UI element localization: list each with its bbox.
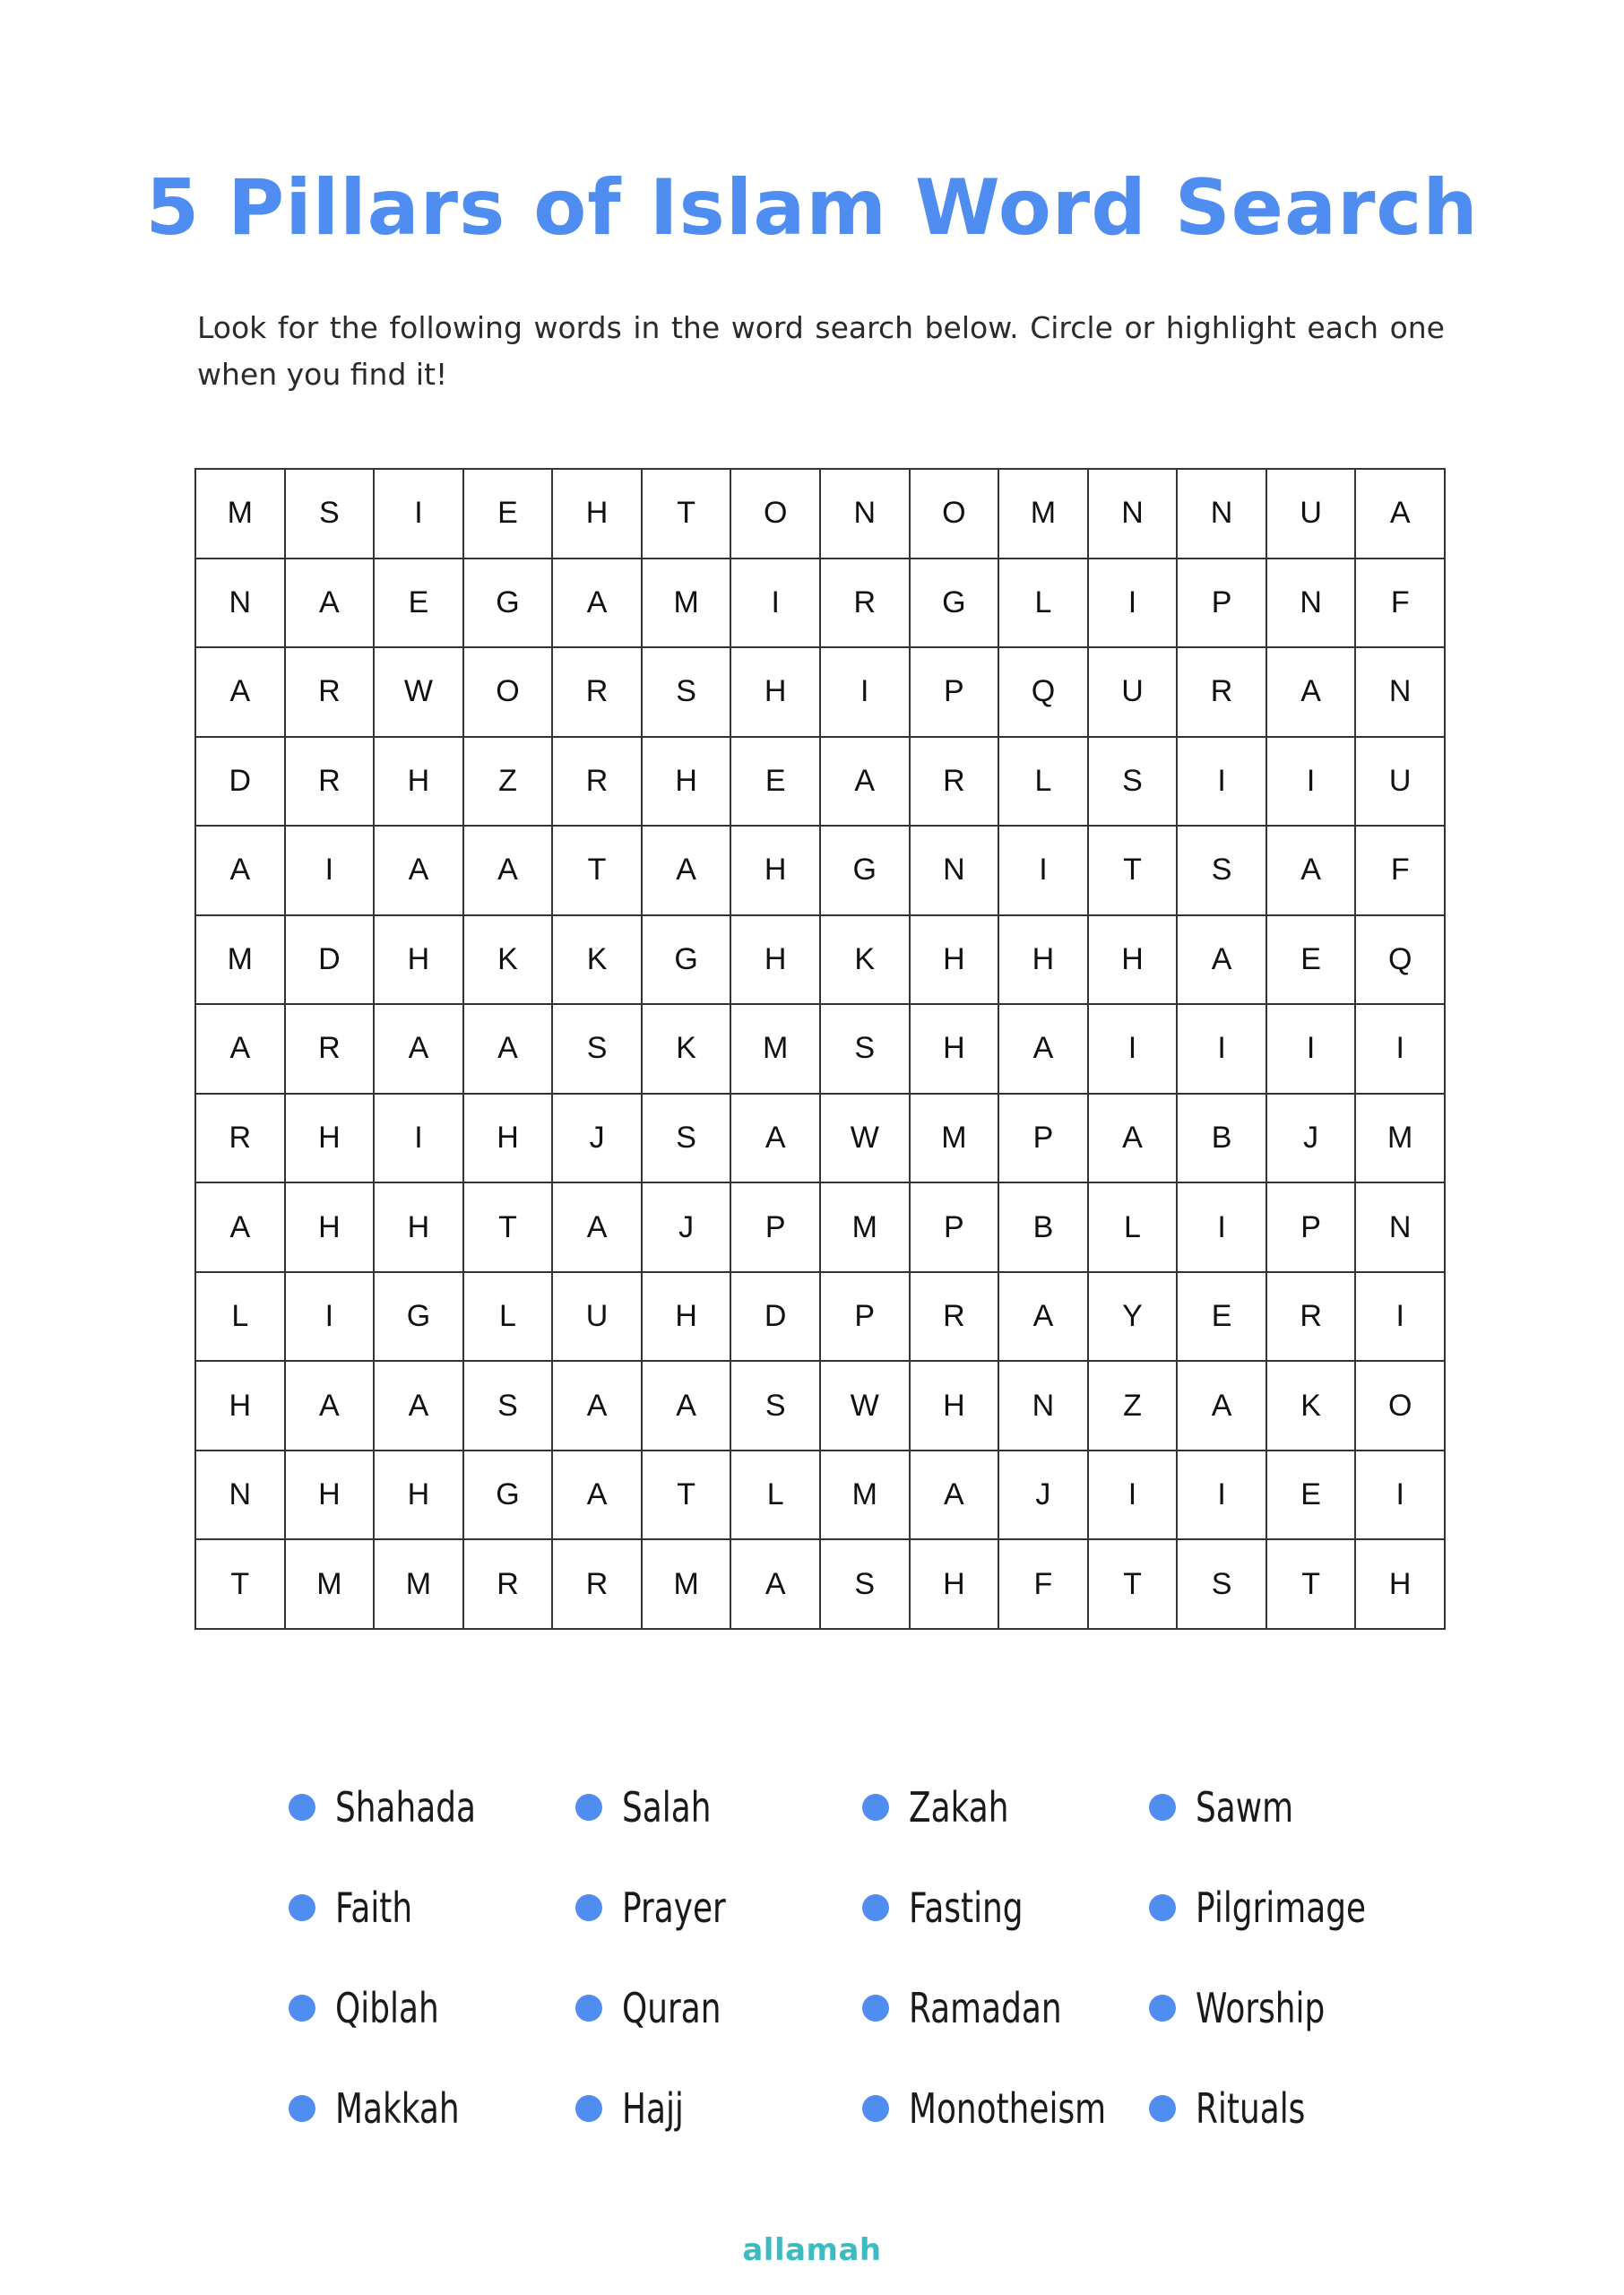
- grid-cell[interactable]: S: [1178, 1540, 1267, 1630]
- grid-cell[interactable]: S: [731, 1362, 821, 1451]
- grid-cell[interactable]: D: [731, 1273, 821, 1363]
- grid-cell[interactable]: G: [375, 1273, 464, 1363]
- grid-cell[interactable]: T: [196, 1540, 286, 1630]
- word-list-item: [862, 1757, 1149, 1858]
- grid-cell[interactable]: Y: [1089, 1273, 1179, 1363]
- grid-cell[interactable]: I: [1178, 1183, 1267, 1273]
- grid-cell[interactable]: G: [821, 827, 911, 916]
- grid-cell[interactable]: P: [821, 1273, 911, 1363]
- grid-cell[interactable]: D: [286, 916, 376, 1006]
- grid-cell[interactable]: I: [821, 648, 911, 738]
- grid-cell[interactable]: A: [375, 827, 464, 916]
- grid-cell[interactable]: F: [999, 1540, 1089, 1630]
- grid-cell[interactable]: A: [1267, 648, 1357, 738]
- grid-cell[interactable]: O: [464, 648, 554, 738]
- grid-cell[interactable]: M: [196, 916, 286, 1006]
- grid-cell[interactable]: N: [1267, 559, 1357, 649]
- grid-cell[interactable]: H: [731, 916, 821, 1006]
- grid-cell[interactable]: A: [286, 559, 376, 649]
- grid-cell[interactable]: N: [1356, 648, 1446, 738]
- grid-cell[interactable]: Q: [999, 648, 1089, 738]
- bullet-dot-icon: [1149, 1894, 1176, 1921]
- grid-cell[interactable]: A: [464, 1005, 554, 1095]
- grid-cell[interactable]: M: [286, 1540, 376, 1630]
- grid-cell[interactable]: B: [999, 1183, 1089, 1273]
- grid-cell[interactable]: A: [911, 1451, 1000, 1541]
- grid-cell[interactable]: T: [643, 470, 732, 559]
- word-list-item: [862, 1958, 1149, 2058]
- grid-cell[interactable]: A: [196, 827, 286, 916]
- bullet-dot-icon: [862, 1794, 889, 1821]
- grid-cell[interactable]: H: [196, 1362, 286, 1451]
- grid-cell[interactable]: A: [1178, 916, 1267, 1006]
- grid-cell[interactable]: M: [196, 470, 286, 559]
- word-list-item: [575, 1858, 862, 1958]
- grid-cell[interactable]: H: [375, 1183, 464, 1273]
- grid-cell[interactable]: A: [464, 827, 554, 916]
- grid-cell[interactable]: J: [1267, 1095, 1357, 1184]
- grid-cell[interactable]: S: [821, 1005, 911, 1095]
- grid-cell[interactable]: J: [553, 1095, 643, 1184]
- grid-cell[interactable]: H: [643, 1273, 732, 1363]
- grid-cell[interactable]: L: [999, 738, 1089, 827]
- word-search-grid: [194, 468, 1446, 1630]
- word-list-item: [1149, 1858, 1436, 1958]
- grid-cell[interactable]: F: [1356, 827, 1446, 916]
- grid-cell[interactable]: R: [196, 1095, 286, 1184]
- bullet-dot-icon: [289, 2095, 315, 2122]
- grid-cell[interactable]: L: [464, 1273, 554, 1363]
- grid-cell[interactable]: U: [1267, 470, 1357, 559]
- grid-cell[interactable]: A: [1089, 1095, 1179, 1184]
- grid-cell[interactable]: K: [1267, 1362, 1357, 1451]
- grid-cell[interactable]: L: [196, 1273, 286, 1363]
- grid-cell[interactable]: M: [821, 1451, 911, 1541]
- grid-cell[interactable]: I: [1178, 738, 1267, 827]
- grid-cell[interactable]: A: [1178, 1362, 1267, 1451]
- grid-cell[interactable]: S: [643, 1095, 732, 1184]
- word-list-item: [289, 1757, 575, 1858]
- grid-cell[interactable]: H: [1356, 1540, 1446, 1630]
- grid-cell[interactable]: E: [1178, 1273, 1267, 1363]
- grid-cell[interactable]: N: [1089, 470, 1179, 559]
- grid-cell[interactable]: H: [553, 470, 643, 559]
- allamah-logo: allamah: [742, 2232, 882, 2268]
- bullet-dot-icon: [575, 1794, 602, 1821]
- grid-cell[interactable]: S: [1089, 738, 1179, 827]
- word-label: Monotheism: [909, 2084, 1107, 2133]
- grid-cell[interactable]: H: [643, 738, 732, 827]
- word-label: Ramadan: [909, 1984, 1062, 2032]
- grid-cell[interactable]: U: [1089, 648, 1179, 738]
- grid-cell[interactable]: A: [553, 1451, 643, 1541]
- grid-cell[interactable]: M: [731, 1005, 821, 1095]
- grid-cell[interactable]: R: [286, 648, 376, 738]
- word-list-item: [575, 1757, 862, 1858]
- word-list-item: [289, 1958, 575, 2058]
- grid-cell[interactable]: H: [1089, 916, 1179, 1006]
- grid-cell[interactable]: H: [375, 738, 464, 827]
- word-label: Shahada: [335, 1783, 476, 1832]
- grid-cell[interactable]: L: [731, 1451, 821, 1541]
- grid-cell[interactable]: S: [643, 648, 732, 738]
- grid-cell[interactable]: H: [286, 1095, 376, 1184]
- page-title: 5 Pillars of Islam Word Search: [145, 163, 1479, 253]
- grid-cell[interactable]: A: [375, 1362, 464, 1451]
- grid-cell[interactable]: K: [643, 1005, 732, 1095]
- word-label: Sawm: [1196, 1783, 1294, 1832]
- grid-cell[interactable]: H: [286, 1451, 376, 1541]
- grid-cell[interactable]: E: [375, 559, 464, 649]
- grid-cell[interactable]: T: [1089, 1540, 1179, 1630]
- grid-cell[interactable]: A: [375, 1005, 464, 1095]
- grid-cell[interactable]: I: [1356, 1451, 1446, 1541]
- grid-cell[interactable]: E: [731, 738, 821, 827]
- word-label: Quran: [622, 1984, 721, 2032]
- grid-cell[interactable]: A: [643, 827, 732, 916]
- grid-cell[interactable]: M: [1356, 1095, 1446, 1184]
- grid-cell[interactable]: P: [911, 648, 1000, 738]
- grid-cell[interactable]: I: [1178, 1451, 1267, 1541]
- grid-cell[interactable]: K: [464, 916, 554, 1006]
- word-list-item: [575, 2058, 862, 2159]
- word-label: Salah: [622, 1783, 712, 1832]
- word-list-item: [862, 2058, 1149, 2159]
- grid-cell[interactable]: M: [643, 1540, 732, 1630]
- word-list-item: [289, 2058, 575, 2159]
- grid-cell[interactable]: E: [464, 470, 554, 559]
- grid-cell[interactable]: U: [1356, 738, 1446, 827]
- grid-cell[interactable]: H: [999, 916, 1089, 1006]
- word-list-item: [1149, 1757, 1436, 1858]
- grid-cell[interactable]: I: [1267, 738, 1357, 827]
- word-label: Rituals: [1196, 2084, 1306, 2133]
- grid-cell[interactable]: J: [643, 1183, 732, 1273]
- bullet-dot-icon: [575, 2095, 602, 2122]
- grid-cell[interactable]: U: [553, 1273, 643, 1363]
- grid-cell[interactable]: G: [464, 559, 554, 649]
- grid-cell[interactable]: R: [553, 648, 643, 738]
- grid-cell[interactable]: P: [1267, 1183, 1357, 1273]
- word-list-item: [289, 1858, 575, 1958]
- grid-cell[interactable]: I: [731, 559, 821, 649]
- grid-cell[interactable]: H: [464, 1095, 554, 1184]
- bullet-dot-icon: [862, 1995, 889, 2022]
- grid-cell[interactable]: J: [999, 1451, 1089, 1541]
- bullet-dot-icon: [289, 1894, 315, 1921]
- bullet-dot-icon: [289, 1995, 315, 2022]
- grid-cell[interactable]: D: [196, 738, 286, 827]
- grid-cell[interactable]: O: [1356, 1362, 1446, 1451]
- word-label: Pilgrimage: [1196, 1884, 1367, 1932]
- word-list-item: [575, 1958, 862, 2058]
- grid-cell[interactable]: O: [911, 470, 1000, 559]
- grid-cell[interactable]: A: [999, 1005, 1089, 1095]
- grid-cell[interactable]: N: [821, 470, 911, 559]
- grid-cell[interactable]: H: [375, 1451, 464, 1541]
- grid-cell[interactable]: A: [196, 1183, 286, 1273]
- grid-cell[interactable]: F: [1356, 559, 1446, 649]
- grid-cell[interactable]: A: [553, 1183, 643, 1273]
- grid-cell[interactable]: R: [286, 738, 376, 827]
- grid-cell[interactable]: I: [286, 1273, 376, 1363]
- grid-cell[interactable]: E: [1267, 916, 1357, 1006]
- grid-cell[interactable]: L: [1089, 1183, 1179, 1273]
- grid-cell[interactable]: H: [286, 1183, 376, 1273]
- grid-cell[interactable]: T: [1267, 1540, 1357, 1630]
- grid-cell[interactable]: M: [375, 1540, 464, 1630]
- grid-cell[interactable]: R: [464, 1540, 554, 1630]
- grid-cell[interactable]: W: [375, 648, 464, 738]
- grid-cell[interactable]: A: [1356, 470, 1446, 559]
- grid-cell[interactable]: M: [999, 470, 1089, 559]
- grid-cell[interactable]: P: [911, 1183, 1000, 1273]
- grid-cell[interactable]: N: [911, 827, 1000, 916]
- grid-cell[interactable]: A: [999, 1273, 1089, 1363]
- grid-cell[interactable]: I: [375, 470, 464, 559]
- grid-cell[interactable]: R: [821, 559, 911, 649]
- grid-cell[interactable]: T: [643, 1451, 732, 1541]
- word-label: Makkah: [335, 2084, 460, 2133]
- grid-cell[interactable]: H: [375, 916, 464, 1006]
- grid-cell[interactable]: W: [821, 1095, 911, 1184]
- grid-cell[interactable]: T: [1089, 827, 1179, 916]
- grid-cell[interactable]: K: [553, 916, 643, 1006]
- grid-cell[interactable]: S: [553, 1005, 643, 1095]
- grid-cell[interactable]: I: [1178, 1005, 1267, 1095]
- grid-cell[interactable]: H: [911, 1005, 1000, 1095]
- grid-cell[interactable]: Z: [464, 738, 554, 827]
- grid-cell[interactable]: I: [1089, 559, 1179, 649]
- grid-cell[interactable]: S: [821, 1540, 911, 1630]
- grid-cell[interactable]: I: [999, 827, 1089, 916]
- grid-cell[interactable]: Q: [1356, 916, 1446, 1006]
- grid-cell[interactable]: S: [464, 1362, 554, 1451]
- grid-cell[interactable]: I: [1267, 1005, 1357, 1095]
- grid-cell[interactable]: R: [1178, 648, 1267, 738]
- bullet-dot-icon: [1149, 2095, 1176, 2122]
- grid-cell[interactable]: L: [999, 559, 1089, 649]
- grid-cell[interactable]: N: [1356, 1183, 1446, 1273]
- word-label: Zakah: [909, 1783, 1009, 1832]
- grid-cell[interactable]: I: [286, 827, 376, 916]
- grid-cell[interactable]: N: [1178, 470, 1267, 559]
- grid-cell[interactable]: I: [1356, 1273, 1446, 1363]
- bullet-dot-icon: [1149, 1995, 1176, 2022]
- grid-cell[interactable]: M: [643, 559, 732, 649]
- grid-cell[interactable]: Z: [1089, 1362, 1179, 1451]
- word-label: Prayer: [622, 1884, 726, 1932]
- grid-cell[interactable]: N: [999, 1362, 1089, 1451]
- grid-cell[interactable]: I: [375, 1095, 464, 1184]
- word-list-item: [862, 1858, 1149, 1958]
- grid-cell[interactable]: W: [821, 1362, 911, 1451]
- bullet-dot-icon: [289, 1794, 315, 1821]
- grid-cell[interactable]: I: [1089, 1005, 1179, 1095]
- grid-cell[interactable]: H: [911, 916, 1000, 1006]
- word-label: Faith: [335, 1884, 413, 1932]
- word-label: Qiblah: [335, 1984, 439, 2032]
- grid-cell[interactable]: H: [911, 1540, 1000, 1630]
- grid-cell[interactable]: G: [911, 559, 1000, 649]
- grid-cell[interactable]: P: [1178, 559, 1267, 649]
- grid-cell[interactable]: A: [643, 1362, 732, 1451]
- bullet-dot-icon: [862, 2095, 889, 2122]
- grid-cell[interactable]: N: [196, 559, 286, 649]
- grid-cell[interactable]: N: [196, 1451, 286, 1541]
- grid-cell[interactable]: A: [196, 648, 286, 738]
- grid-cell[interactable]: R: [553, 738, 643, 827]
- grid-cell[interactable]: A: [1267, 827, 1357, 916]
- grid-cell[interactable]: I: [1356, 1005, 1446, 1095]
- word-label: Hajj: [622, 2084, 684, 2133]
- grid-cell[interactable]: A: [731, 1540, 821, 1630]
- grid-cell[interactable]: A: [553, 559, 643, 649]
- grid-cell[interactable]: M: [911, 1095, 1000, 1184]
- grid-cell[interactable]: P: [999, 1095, 1089, 1184]
- word-list-item: [1149, 2058, 1436, 2159]
- grid-cell[interactable]: R: [911, 1273, 1000, 1363]
- grid-cell[interactable]: O: [731, 470, 821, 559]
- bullet-dot-icon: [575, 1894, 602, 1921]
- instructions: Look for the following words in the word search below. Circle or highlight each one when you find it!: [197, 310, 1445, 392]
- grid-cell[interactable]: K: [821, 916, 911, 1006]
- grid-cell[interactable]: R: [1267, 1273, 1357, 1363]
- grid-cell[interactable]: R: [286, 1005, 376, 1095]
- grid-cell[interactable]: T: [553, 827, 643, 916]
- grid-cell[interactable]: E: [1267, 1451, 1357, 1541]
- grid-cell[interactable]: A: [731, 1095, 821, 1184]
- grid-cell[interactable]: T: [464, 1183, 554, 1273]
- grid-cell[interactable]: A: [553, 1362, 643, 1451]
- grid-cell[interactable]: A: [821, 738, 911, 827]
- bullet-dot-icon: [575, 1995, 602, 2022]
- grid-cell[interactable]: G: [643, 916, 732, 1006]
- grid-cell[interactable]: M: [821, 1183, 911, 1273]
- grid-cell[interactable]: S: [1178, 827, 1267, 916]
- grid-cell[interactable]: H: [731, 827, 821, 916]
- grid-cell[interactable]: I: [1089, 1451, 1179, 1541]
- grid-cell[interactable]: A: [196, 1005, 286, 1095]
- word-label: Worship: [1196, 1984, 1326, 2032]
- grid-cell[interactable]: P: [731, 1183, 821, 1273]
- grid-cell[interactable]: H: [911, 1362, 1000, 1451]
- word-list: [289, 1757, 1454, 2169]
- grid-cell[interactable]: R: [553, 1540, 643, 1630]
- grid-cell[interactable]: B: [1178, 1095, 1267, 1184]
- bullet-dot-icon: [1149, 1794, 1176, 1821]
- word-label: Fasting: [909, 1884, 1024, 1932]
- bullet-dot-icon: [862, 1894, 889, 1921]
- grid-cell[interactable]: A: [286, 1362, 376, 1451]
- grid-cell[interactable]: S: [286, 470, 376, 559]
- grid-cell[interactable]: H: [731, 648, 821, 738]
- grid-cell[interactable]: G: [464, 1451, 554, 1541]
- grid-cell[interactable]: R: [911, 738, 1000, 827]
- word-list-item: [1149, 1958, 1436, 2058]
